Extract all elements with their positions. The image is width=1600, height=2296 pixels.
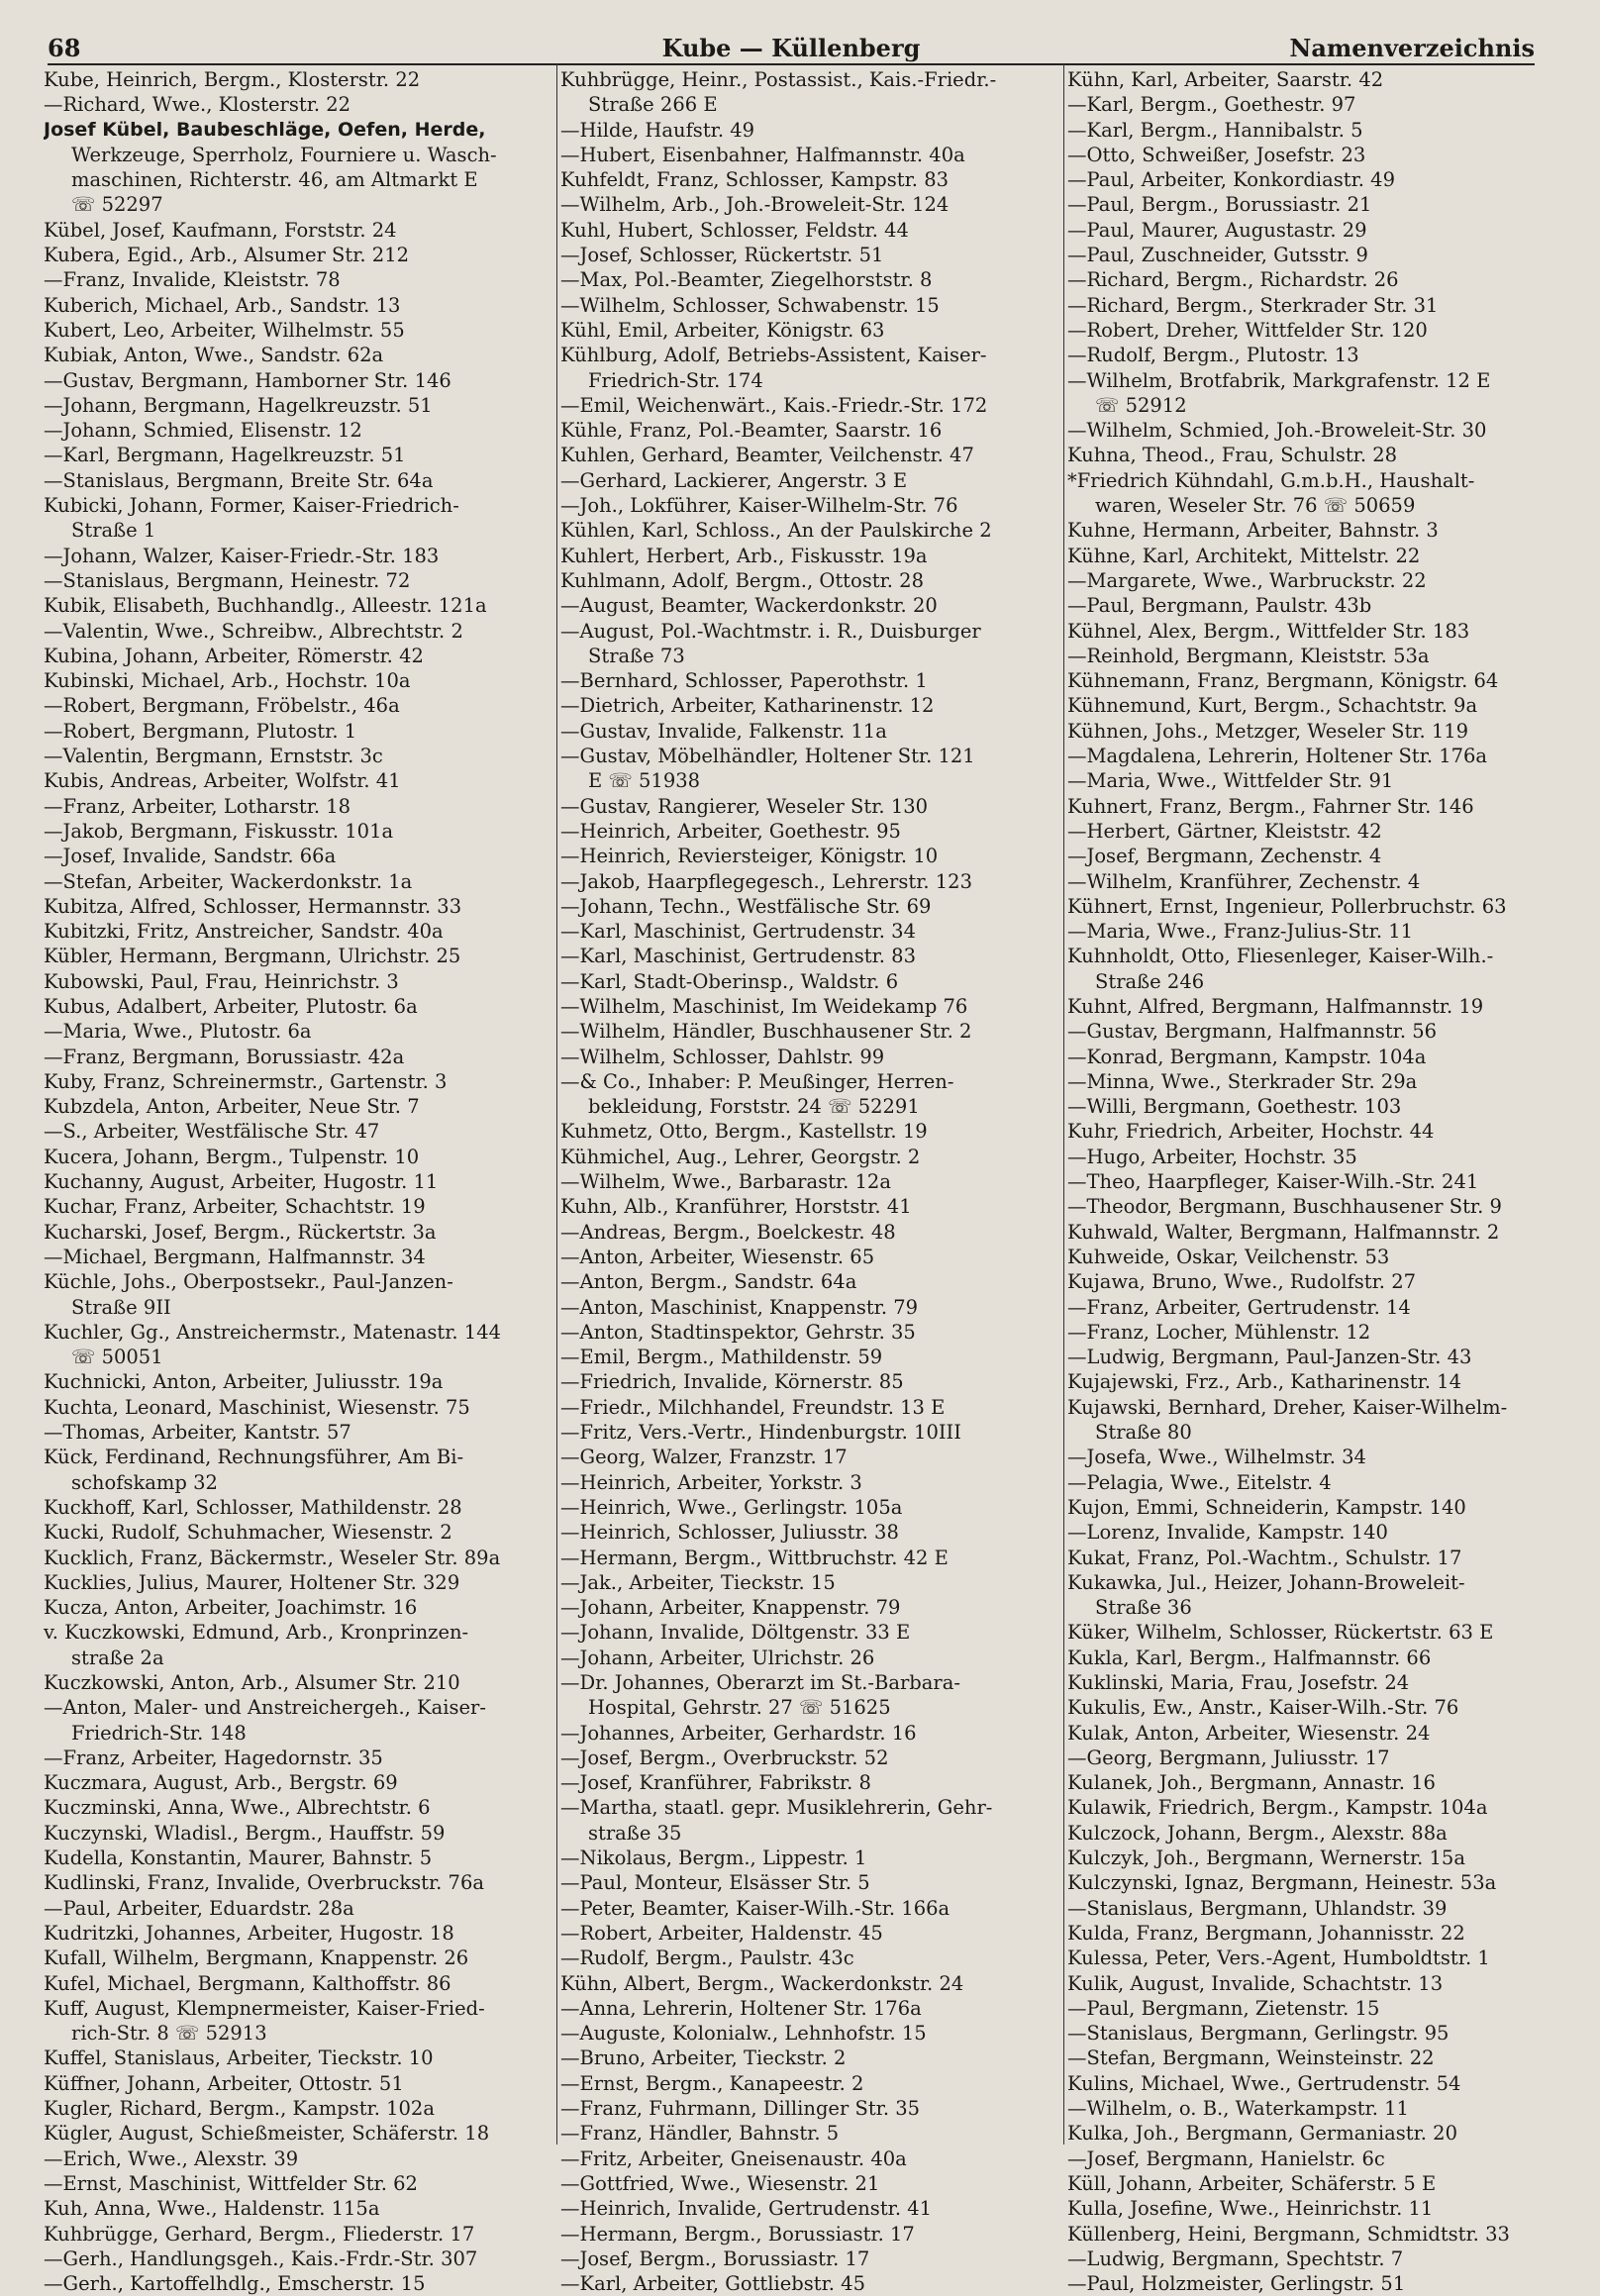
directory-entry: —Maria, Wwe., Wittfelder Str. 91 [1067, 769, 1394, 793]
directory-entry: Kühnemann, Franz, Bergmann, Königstr. 64 [1067, 669, 1499, 693]
directory-entry: —Wilhelm, Schlosser, Dahlstr. 99 [560, 1045, 885, 1068]
directory-entry: —Auguste, Kolonialw., Lehnhofstr. 15 [560, 2022, 927, 2046]
directory-entry: —Robert, Bergmann, Plutostr. 1 [44, 719, 357, 743]
directory-entry: Kuhweide, Oskar, Veilchenstr. 53 [1067, 1245, 1390, 1268]
entry-continuation: Hospital, Gehrstr. 27 ☏ 51625 [588, 1696, 891, 1720]
entry-continuation: ☏ 50051 [71, 1346, 163, 1369]
directory-entry: Kühnen, Johs., Metzger, Weseler Str. 119 [1067, 719, 1469, 743]
directory-entry: —Josef, Invalide, Sandstr. 66a [44, 845, 337, 868]
directory-entry: —Johann, Walzer, Kaiser-Friedr.-Str. 183 [44, 544, 440, 567]
directory-entry: Kufel, Michael, Bergmann, Kalthoffstr. 86 [44, 1971, 451, 1995]
directory-entry: Kukla, Karl, Bergm., Halfmannstr. 66 [1067, 1646, 1432, 1669]
directory-entry: Kuff, August, Klempnermeister, Kaiser-Fried- [44, 1996, 485, 2020]
directory-entry: Kühn, Karl, Arbeiter, Saarstr. 42 [1067, 68, 1384, 91]
entry-continuation: Straße 246 [1095, 969, 1205, 993]
directory-entry: Kuhna, Theod., Frau, Schulstr. 28 [1067, 444, 1398, 467]
directory-entry: *Friedrich Kühndahl, G.m.b.H., Haushalt- [1067, 468, 1475, 492]
directory-entry: —Anton, Stadtinspektor, Gehrstr. 35 [560, 1320, 916, 1344]
directory-entry: —Josef, Bergm., Borussiastr. 17 [560, 2246, 870, 2270]
directory-entry: —Maria, Wwe., Plutostr. 6a [44, 1020, 312, 1044]
directory-entry: —Karl, Maschinist, Gertrudenstr. 83 [560, 945, 916, 968]
directory-entry: Kuhlert, Herbert, Arb., Fiskusstr. 19a [560, 544, 928, 567]
directory-entry: —Max, Pol.-Beamter, Ziegelhorststr. 8 [560, 268, 933, 292]
directory-entry: —Valentin, Bergmann, Ernststr. 3c [44, 745, 383, 768]
directory-entry: —Johann, Bergmann, Hagelkreuzstr. 51 [44, 393, 433, 417]
directory-entry: Kulanek, Joh., Bergmann, Annastr. 16 [1067, 1771, 1436, 1795]
directory-entry: Kuhne, Hermann, Arbeiter, Bahnstr. 3 [1067, 519, 1439, 543]
directory-entry: —Johann, Arbeiter, Knappenstr. 79 [560, 1596, 901, 1620]
directory-entry: —Theodor, Bergmann, Buschhausener Str. 9 [1067, 1195, 1502, 1219]
directory-entry: —Josefa, Wwe., Wilhelmstr. 34 [1067, 1446, 1366, 1469]
directory-entry: Kuczynski, Wladisl., Bergm., Hauffstr. 59 [44, 1821, 446, 1845]
directory-entry: Kuchta, Leonard, Maschinist, Wiesenstr. 75 [44, 1395, 470, 1419]
directory-entry: —Paul, Holzmeister, Gerlingstr. 51 [1067, 2272, 1406, 2296]
directory-entry: —Johann, Invalide, Döltgenstr. 33 E [560, 1621, 911, 1645]
directory-entry: —Heinrich, Reviersteiger, Königstr. 10 [560, 845, 939, 868]
directory-entry: —Franz, Arbeiter, Lotharstr. 18 [44, 794, 351, 818]
directory-entry: —Wilhelm, Kranführer, Zechenstr. 4 [1067, 869, 1421, 893]
directory-entry: —Richard, Bergm., Sterkrader Str. 31 [1067, 293, 1439, 317]
directory-entry: Kulins, Michael, Wwe., Gertrudenstr. 54 [1067, 2071, 1461, 2095]
directory-entry: Kühnemund, Kurt, Bergm., Schachtstr. 9a [1067, 694, 1478, 718]
directory-entry: v. Kuczkowski, Edmund, Arb., Kronprinzen- [44, 1621, 469, 1645]
directory-entry: —Jakob, Haarpflegegesch., Lehrerstr. 123 [560, 869, 972, 893]
directory-entry: —Margarete, Wwe., Warbruckstr. 22 [1067, 568, 1427, 592]
directory-entry: —Ernst, Maschinist, Wittfelder Str. 62 [44, 2171, 418, 2195]
directory-entry: Kuhnholdt, Otto, Fliesenleger, Kaiser-Wilh.- [1067, 945, 1494, 968]
directory-entry: —Anton, Maler- und Anstreichergeh., Kaiser- [44, 1696, 486, 1720]
directory-entry: —Anton, Bergm., Sandstr. 64a [560, 1270, 857, 1294]
directory-entry: —Nikolaus, Bergm., Lippestr. 1 [560, 1847, 867, 1870]
directory-entry: Kuhwald, Walter, Bergmann, Halfmannstr. 2 [1067, 1220, 1500, 1244]
directory-entry: —Rudolf, Bergm., Paulstr. 43c [560, 1947, 854, 1970]
directory-entry: —Wilhelm, Maschinist, Im Weidekamp 76 [560, 994, 968, 1018]
directory-entry: —Anton, Arbeiter, Wiesenstr. 65 [560, 1245, 875, 1268]
entry-continuation: ☏ 52297 [71, 193, 163, 217]
directory-entry: Kulik, August, Invalide, Schachtstr. 13 [1067, 1971, 1444, 1995]
directory-entry: —Konrad, Bergmann, Kampstr. 104a [1067, 1045, 1427, 1068]
directory-entry: —Paul, Arbeiter, Konkordiastr. 49 [1067, 168, 1395, 192]
section-title: Namenverzeichnis [1289, 34, 1535, 62]
directory-entry: Kulczock, Johann, Bergm., Alexstr. 88a [1067, 1821, 1448, 1845]
entry-continuation: straße 35 [588, 1821, 682, 1845]
directory-entry: Kuklinski, Maria, Frau, Josefstr. 24 [1067, 1671, 1410, 1694]
directory-entry: Kuchnicki, Anton, Arbeiter, Juliusstr. 19a [44, 1370, 444, 1394]
entry-continuation: Friedrich-Str. 148 [71, 1721, 247, 1745]
directory-entry: —Minna, Wwe., Sterkrader Str. 29a [1067, 1069, 1418, 1093]
directory-entry: —Paul, Bergm., Borussiastr. 21 [1067, 193, 1372, 217]
directory-entry: Kukawka, Jul., Heizer, Johann-Broweleit- [1067, 1570, 1465, 1594]
directory-entry: —Thomas, Arbeiter, Kantstr. 57 [44, 1421, 351, 1445]
directory-entry: —Franz, Arbeiter, Gertrudenstr. 14 [1067, 1295, 1411, 1319]
directory-entry: Kubina, Johann, Arbeiter, Römerstr. 42 [44, 644, 424, 667]
directory-entry: —Heinrich, Arbeiter, Goethestr. 95 [560, 819, 901, 843]
directory-entry: —Michael, Bergmann, Halfmannstr. 34 [44, 1245, 426, 1268]
directory-entry: Kuczminski, Anna, Wwe., Albrechtstr. 6 [44, 1796, 431, 1820]
directory-entry: Kubis, Andreas, Arbeiter, Wolfstr. 41 [44, 769, 401, 793]
directory-entry: —Gerh., Kartoffelhdlg., Emscherstr. 15 [44, 2272, 426, 2296]
directory-entry: Kühle, Franz, Pol.-Beamter, Saarstr. 16 [560, 419, 943, 443]
entry-continuation: Straße 36 [1095, 1596, 1192, 1620]
directory-entry: —Josef, Schlosser, Rückertstr. 51 [560, 244, 884, 267]
directory-entry: —Franz, Arbeiter, Hagedornstr. 35 [44, 1746, 383, 1769]
directory-entry: Kuchanny, August, Arbeiter, Hugostr. 11 [44, 1170, 439, 1194]
directory-entry: —Josef, Bergmann, Hanielstr. 6c [1067, 2146, 1385, 2170]
directory-entry: —Herbert, Gärtner, Kleiststr. 42 [1067, 819, 1382, 843]
directory-entry: —Friedrich, Invalide, Körnerstr. 85 [560, 1370, 904, 1394]
directory-entry: —Heinrich, Invalide, Gertrudenstr. 41 [560, 2197, 933, 2221]
directory-entry: —Lorenz, Invalide, Kampstr. 140 [1067, 1521, 1388, 1545]
entry-continuation: waren, Weseler Str. 76 ☏ 50659 [1095, 494, 1416, 518]
directory-entry: Kugler, Richard, Bergm., Kampstr. 102a [44, 2097, 435, 2121]
directory-entry: —Martha, staatl. gepr. Musiklehrerin, Gehr- [560, 1796, 993, 1820]
directory-entry: Kulawik, Friedrich, Bergm., Kampstr. 104a [1067, 1796, 1488, 1820]
directory-entry: Kufall, Wilhelm, Bergmann, Knappenstr. 26 [44, 1947, 469, 1970]
page-number: 68 [48, 34, 81, 62]
directory-entry: Kubiak, Anton, Wwe., Sandstr. 62a [44, 344, 384, 367]
directory-entry: —Paul, Monteur, Elsässer Str. 5 [560, 1871, 870, 1895]
directory-entry: —Jakob, Bergmann, Fiskusstr. 101a [44, 819, 394, 843]
directory-entry: —Emil, Bergm., Mathildenstr. 59 [560, 1346, 883, 1369]
directory-entry: —Anton, Maschinist, Knappenstr. 79 [560, 1295, 919, 1319]
directory-entry: Kuhr, Friedrich, Arbeiter, Hochstr. 44 [1067, 1120, 1435, 1144]
directory-entry: —Gustav, Möbelhändler, Holtener Str. 121 [560, 745, 975, 768]
directory-entry: Kubik, Elisabeth, Buchhandlg., Alleestr. 121a [44, 594, 487, 618]
directory-entry: Kubera, Egid., Arb., Alsumer Str. 212 [44, 244, 410, 267]
directory-entry: —Stefan, Bergmann, Weinsteinstr. 22 [1067, 2046, 1435, 2070]
directory-entry: Kuhbrügge, Gerhard, Bergm., Fliederstr. 17 [44, 2222, 475, 2246]
directory-entry: —Peter, Beamter, Kaiser-Wilh.-Str. 166a [560, 1896, 950, 1920]
entry-continuation: straße 2a [71, 1646, 164, 1669]
directory-entry: Kukulis, Ew., Anstr., Kaiser-Wilh.-Str. 76 [1067, 1696, 1459, 1720]
directory-entry: Küllenberg, Heini, Bergmann, Schmidtstr. 33 [1067, 2222, 1510, 2246]
directory-entry: Kucera, Johann, Bergm., Tulpenstr. 10 [44, 1145, 420, 1168]
directory-entry: —Otto, Schweißer, Josefstr. 23 [1067, 143, 1366, 166]
directory-entry: —August, Beamter, Wackerdonkstr. 20 [560, 594, 938, 618]
directory-entry: Kulczynski, Ignaz, Bergmann, Heinestr. 53a [1067, 1871, 1497, 1895]
directory-entry: —Wilhelm, Brotfabrik, Markgrafenstr. 12 E [1067, 368, 1491, 392]
directory-entry: Kübler, Hermann, Bergmann, Ulrichstr. 25 [44, 945, 461, 968]
directory-entry: —Stefan, Arbeiter, Wackerdonkstr. 1a [44, 869, 413, 893]
entry-continuation: Straße 1 [71, 519, 156, 543]
directory-entry: Kuchar, Franz, Arbeiter, Schachtstr. 19 [44, 1195, 426, 1219]
column-2 [560, 67, 1073, 2296]
directory-entry: —Andreas, Bergm., Boelckestr. 48 [560, 1220, 896, 1244]
directory-entry: Kuchler, Gg., Anstreichermstr., Matenastr. 144 [44, 1320, 502, 1344]
directory-entry: —Emil, Weichenwärt., Kais.-Friedr.-Str. 172 [560, 393, 988, 417]
header-rule [48, 63, 1535, 65]
directory-entry: Küchle, Johs., Oberpostsekr., Paul-Janzen- [44, 1270, 453, 1294]
directory-entry: Kuhnert, Franz, Bergm., Fahrner Str. 146 [1067, 794, 1474, 818]
directory-entry: Küll, Johann, Arbeiter, Schäferstr. 5 E [1067, 2171, 1437, 2195]
directory-entry: —Karl, Stadt-Oberinsp., Waldstr. 6 [560, 969, 899, 993]
directory-entry: —Reinhold, Bergmann, Kleiststr. 53a [1067, 644, 1430, 667]
directory-entry: —& Co., Inhaber: P. Meußinger, Herren- [560, 1069, 954, 1093]
directory-entry: —Hubert, Eisenbahner, Halfmannstr. 40a [560, 143, 965, 166]
directory-entry: Kukat, Franz, Pol.-Wachtm., Schulstr. 17 [1067, 1546, 1462, 1569]
directory-entry: Kubinski, Michael, Arb., Hochstr. 10a [44, 669, 411, 693]
directory-entry: —Valentin, Wwe., Schreibw., Albrechtstr. 2 [44, 619, 463, 643]
directory-entry: —Robert, Bergmann, Fröbelstr., 46a [44, 694, 400, 718]
directory-entry: Kubzdela, Anton, Arbeiter, Neue Str. 7 [44, 1095, 420, 1119]
directory-entry: Kühne, Karl, Architekt, Mittelstr. 22 [1067, 544, 1421, 567]
directory-entry: —Paul, Arbeiter, Eduardstr. 28a [44, 1896, 354, 1920]
directory-entry: —Ludwig, Bergmann, Spechtstr. 7 [1067, 2246, 1404, 2270]
directory-entry: —Hilde, Haufstr. 49 [560, 118, 755, 142]
directory-entry: Kudlinski, Franz, Invalide, Overbruckstr. 76a [44, 1871, 484, 1895]
directory-entry: —Richard, Bergm., Richardstr. 26 [1067, 268, 1399, 292]
directory-entry: —Franz, Fuhrmann, Dillinger Str. 35 [560, 2097, 921, 2121]
entry-continuation: maschinen, Richterstr. 46, am Altmarkt E [71, 168, 478, 192]
directory-entry: —Dr. Johannes, Oberarzt im St.-Barbara- [560, 1671, 960, 1694]
entry-continuation: Straße 80 [1095, 1421, 1192, 1445]
directory-entry: —Hugo, Arbeiter, Hochstr. 35 [1067, 1145, 1357, 1168]
directory-entry: —Wilhelm, Händler, Buschhausener Str. 2 [560, 1020, 972, 1044]
directory-entry: —Maria, Wwe., Franz-Julius-Str. 11 [1067, 920, 1414, 944]
directory-entry: Kubowski, Paul, Frau, Heinrichstr. 3 [44, 969, 399, 993]
directory-entry: Kubert, Leo, Arbeiter, Wilhelmstr. 55 [44, 318, 405, 342]
directory-entry: Kuhn, Alb., Kranführer, Horststr. 41 [560, 1195, 912, 1219]
directory-entry: —Georg, Bergmann, Juliusstr. 17 [1067, 1746, 1390, 1769]
directory-entry: —Josef, Bergmann, Zechenstr. 4 [1067, 845, 1382, 868]
entry-continuation: E ☏ 51938 [588, 769, 701, 793]
directory-entry: —Wilhelm, o. B., Waterkampstr. 11 [1067, 2097, 1409, 2121]
directory-entry: Kucklich, Franz, Bäckermstr., Weseler Str. 89a [44, 1546, 501, 1569]
column-3 [1067, 67, 1580, 2296]
directory-entry: —Johann, Arbeiter, Ulrichstr. 26 [560, 1646, 875, 1669]
entry-continuation: Straße 73 [588, 644, 685, 667]
directory-entry: Kulka, Joh., Bergmann, Germaniastr. 20 [1067, 2122, 1457, 2146]
directory-entry: —Heinrich, Arbeiter, Yorkstr. 3 [560, 1470, 862, 1494]
directory-entry: Kudella, Konstantin, Maurer, Bahnstr. 5 [44, 1847, 433, 1870]
directory-entry: Kujajewski, Frz., Arb., Katharinenstr. 14 [1067, 1370, 1461, 1394]
directory-entry: —Karl, Bergmann, Hagelkreuzstr. 51 [44, 444, 406, 467]
directory-entry: —Johann, Schmied, Elisenstr. 12 [44, 419, 362, 443]
directory-entry: —Karl, Bergm., Hannibalstr. 5 [1067, 118, 1363, 142]
directory-entry: —Paul, Bergmann, Zietenstr. 15 [1067, 1996, 1380, 2020]
directory-entry: —Dietrich, Arbeiter, Katharinenstr. 12 [560, 694, 935, 718]
directory-entry: —Stanislaus, Bergmann, Heinestr. 72 [44, 568, 411, 592]
directory-entry: —Stanislaus, Bergmann, Uhlandstr. 39 [1067, 1896, 1448, 1920]
directory-entry: —Georg, Walzer, Franzstr. 17 [560, 1446, 848, 1469]
directory-entry: Kuberich, Michael, Arb., Sandstr. 13 [44, 293, 401, 317]
directory-entry: Kuhmetz, Otto, Bergm., Kastellstr. 19 [560, 1120, 928, 1144]
directory-entry: Kucharski, Josef, Bergm., Rückertstr. 3a [44, 1220, 437, 1244]
directory-entry: Kujawski, Bernhard, Dreher, Kaiser-Wilhelm- [1067, 1395, 1508, 1419]
directory-entry: —Friedr., Milchhandel, Freundstr. 13 E [560, 1395, 946, 1419]
directory-entry: —Gustav, Rangierer, Weseler Str. 130 [560, 794, 929, 818]
directory-entry: Kulak, Anton, Arbeiter, Wiesenstr. 24 [1067, 1721, 1431, 1745]
directory-entry: —Josef, Kranführer, Fabrikstr. 8 [560, 1771, 871, 1795]
directory-entry: Küker, Wilhelm, Schlosser, Rückertstr. 63 E [1067, 1621, 1494, 1645]
directory-entry: Kübel, Josef, Kaufmann, Forststr. 24 [44, 218, 397, 242]
directory-entry: —Willi, Bergmann, Goethestr. 103 [1067, 1095, 1402, 1119]
directory-entry: —Heinrich, Schlosser, Juliusstr. 38 [560, 1521, 899, 1545]
column-1 [44, 67, 556, 2296]
directory-entry: Kühlen, Karl, Schloss., An der Paulskirche 2 [560, 519, 992, 543]
directory-entry: —Karl, Bergm., Goethestr. 97 [1067, 93, 1356, 117]
directory-entry: Kuckhoff, Karl, Schlosser, Mathildenstr. 28 [44, 1495, 462, 1519]
directory-entry: —Gerhard, Lackierer, Angerstr. 3 E [560, 468, 908, 492]
directory-entry: Kubitzki, Fritz, Anstreicher, Sandstr. 40a [44, 920, 444, 944]
directory-entry: —Gerh., Handlungsgeh., Kais.-Frdr.-Str. 307 [44, 2246, 478, 2270]
directory-entry: —Paul, Zuschneider, Gutsstr. 9 [1067, 244, 1368, 267]
directory-entry: Kühnel, Alex, Bergm., Wittfelder Str. 183 [1067, 619, 1470, 643]
directory-entry: —Robert, Dreher, Wittfelder Str. 120 [1067, 318, 1428, 342]
directory-entry: Kuhl, Hubert, Schlosser, Feldstr. 44 [560, 218, 909, 242]
directory-entry: —Bernhard, Schlosser, Paperothstr. 1 [560, 669, 928, 693]
directory-entry: —Ernst, Bergm., Kanapeestr. 2 [560, 2071, 864, 2095]
directory-entry: Kuczmara, August, Arb., Bergstr. 69 [44, 1771, 398, 1795]
directory-entry: Kühn, Albert, Bergm., Wackerdonkstr. 24 [560, 1971, 964, 1995]
directory-entry: —Wilhelm, Schlosser, Schwabenstr. 15 [560, 293, 940, 317]
directory-entry: Kubicki, Johann, Former, Kaiser-Friedrich- [44, 494, 459, 518]
directory-entry: —S., Arbeiter, Westfälische Str. 47 [44, 1120, 380, 1144]
directory-entry: —Hermann, Bergm., Wittbruchstr. 42 E [560, 1546, 949, 1569]
directory-entry: —Gustav, Invalide, Falkenstr. 11a [560, 719, 887, 743]
directory-entry: Küffner, Johann, Arbeiter, Ottostr. 51 [44, 2071, 404, 2095]
directory-entry: —Gustav, Bergmann, Halfmannstr. 56 [1067, 1020, 1438, 1044]
directory-entry: Kucza, Anton, Arbeiter, Joachimstr. 16 [44, 1596, 418, 1620]
directory-entry: —Stanislaus, Bergmann, Gerlingstr. 95 [1067, 2022, 1450, 2046]
directory-entry: Kujawa, Bruno, Wwe., Rudolfstr. 27 [1067, 1270, 1417, 1294]
directory-entry: —Franz, Händler, Bahnstr. 5 [560, 2122, 840, 2146]
directory-entry: —Franz, Locher, Mühlenstr. 12 [1067, 1320, 1371, 1344]
directory-entry: —Gustav, Bergmann, Hamborner Str. 146 [44, 368, 451, 392]
directory-entry: —Wilhelm, Schmied, Joh.-Broweleit-Str. 30 [1067, 419, 1487, 443]
directory-entry: Kuhbrügge, Heinr., Postassist., Kais.-Friedr.- [560, 68, 997, 91]
page-title: Kube — Küllenberg [661, 34, 921, 62]
directory-entry: —August, Pol.-Wachtmstr. i. R., Duisburger [560, 619, 981, 643]
directory-entry: —Richard, Wwe., Klosterstr. 22 [44, 93, 351, 117]
directory-entry: —Joh., Lokführer, Kaiser-Wilhelm-Str. 76 [560, 494, 958, 518]
column-divider [556, 63, 557, 2145]
directory-entry: —Stanislaus, Bergmann, Breite Str. 64a [44, 468, 434, 492]
directory-entry: —Karl, Arbeiter, Gottliebstr. 45 [560, 2272, 865, 2296]
directory-entry: Kubus, Adalbert, Arbeiter, Plutostr. 6a [44, 994, 418, 1018]
directory-entry: Kudritzki, Johannes, Arbeiter, Hugostr. 18 [44, 1921, 454, 1945]
directory-entry: —Theo, Haarpfleger, Kaiser-Wilh.-Str. 241 [1067, 1170, 1479, 1194]
directory-entry: —Franz, Bergmann, Borussiastr. 42a [44, 1045, 405, 1068]
directory-entry: —Johannes, Arbeiter, Gerhardstr. 16 [560, 1721, 917, 1745]
directory-entry: Kuczkowski, Anton, Arb., Alsumer Str. 210 [44, 1671, 460, 1694]
directory-entry: —Paul, Bergmann, Paulstr. 43b [1067, 594, 1372, 618]
directory-entry: Kuby, Franz, Schreinermstr., Gartenstr. 3 [44, 1069, 448, 1093]
directory-entry: Kubitza, Alfred, Schlosser, Hermannstr. 33 [44, 894, 462, 918]
directory-entry: Kühnert, Ernst, Ingenieur, Pollerbruchstr. 63 [1067, 894, 1507, 918]
directory-entry: Kühlburg, Adolf, Betriebs-Assistent, Kaiser- [560, 344, 987, 367]
directory-entry: —Johann, Techn., Westfälische Str. 69 [560, 894, 932, 918]
directory-entry: —Wilhelm, Wwe., Barbarastr. 12a [560, 1170, 891, 1194]
directory-entry: —Pelagia, Wwe., Eitelstr. 4 [1067, 1470, 1332, 1494]
directory-entry: —Anna, Lehrerin, Holtener Str. 176a [560, 1996, 922, 2020]
entry-continuation: Straße 266 E [588, 93, 718, 117]
directory-entry: Kulda, Franz, Bergmann, Johannisstr. 22 [1067, 1921, 1465, 1945]
directory-entry: —Josef, Bergm., Overbruckstr. 52 [560, 1746, 889, 1769]
directory-entry: Kucklies, Julius, Maurer, Holtener Str. 329 [44, 1570, 460, 1594]
directory-entry: —Jak., Arbeiter, Tieckstr. 15 [560, 1570, 836, 1594]
directory-entry: —Hermann, Bergm., Borussiastr. 17 [560, 2222, 915, 2246]
directory-entry: Kuh, Anna, Wwe., Haldenstr. 115a [44, 2197, 380, 2221]
entry-continuation: schofskamp 32 [71, 1470, 218, 1494]
directory-entry: —Franz, Invalide, Kleiststr. 78 [44, 268, 341, 292]
directory-entry: —Bruno, Arbeiter, Tieckstr. 2 [560, 2046, 847, 2070]
directory-entry: Kühmichel, Aug., Lehrer, Georgstr. 2 [560, 1145, 921, 1168]
directory-entry: —Heinrich, Wwe., Gerlingstr. 105a [560, 1495, 903, 1519]
directory-entry: Kulessa, Peter, Vers.-Agent, Humboldtstr. 1 [1067, 1947, 1490, 1970]
directory-entry: Kuhnt, Alfred, Bergmann, Halfmannstr. 19 [1067, 994, 1484, 1018]
directory-entry: —Wilhelm, Arb., Joh.-Broweleit-Str. 124 [560, 193, 950, 217]
directory-entry: Kügler, August, Schießmeister, Schäferstr. 18 [44, 2122, 490, 2146]
directory-entry: —Gottfried, Wwe., Wiesenstr. 21 [560, 2171, 880, 2195]
entry-continuation: ☏ 52912 [1095, 393, 1187, 417]
directory-entry: Kucki, Rudolf, Schuhmacher, Wiesenstr. 2 [44, 1521, 452, 1545]
directory-entry: Kuhfeldt, Franz, Schlosser, Kampstr. 83 [560, 168, 950, 192]
directory-entry: —Ludwig, Bergmann, Paul-Janzen-Str. 43 [1067, 1346, 1472, 1369]
entry-continuation: Werkzeuge, Sperrholz, Fourniere u. Wasch- [71, 143, 497, 166]
directory-entry: Kuhlmann, Adolf, Bergm., Ottostr. 28 [560, 568, 924, 592]
directory-entry: Kück, Ferdinand, Rechnungsführer, Am Bi- [44, 1446, 464, 1469]
directory-entry: —Karl, Maschinist, Gertrudenstr. 34 [560, 920, 916, 944]
directory-entry: —Robert, Arbeiter, Haldenstr. 45 [560, 1921, 883, 1945]
directory-entry: Kube, Heinrich, Bergm., Klosterstr. 22 [44, 68, 421, 91]
directory-entry: —Paul, Maurer, Augustastr. 29 [1067, 218, 1367, 242]
directory-entry: —Fritz, Vers.-Vertr., Hindenburgstr. 10III [560, 1421, 961, 1445]
directory-entry: Kuffel, Stanislaus, Arbeiter, Tieckstr. 10 [44, 2046, 434, 2070]
directory-entry: Kujon, Emmi, Schneiderin, Kampstr. 140 [1067, 1495, 1466, 1519]
entry-continuation: Straße 9II [71, 1295, 171, 1319]
entry-continuation: bekleidung, Forststr. 24 ☏ 52291 [588, 1095, 920, 1119]
directory-entry: —Rudolf, Bergm., Plutostr. 13 [1067, 344, 1359, 367]
directory-entry: Kühl, Emil, Arbeiter, Königstr. 63 [560, 318, 885, 342]
entry-continuation: rich-Str. 8 ☏ 52913 [71, 2022, 267, 2046]
directory-entry: Kulla, Josefine, Wwe., Heinrichstr. 11 [1067, 2197, 1434, 2221]
directory-entry: —Erich, Wwe., Alexstr. 39 [44, 2146, 299, 2170]
directory-entry: Kulczyk, Joh., Bergmann, Wernerstr. 15a [1067, 1847, 1465, 1870]
page-header [48, 30, 1535, 65]
directory-entry: —Fritz, Arbeiter, Gneisenaustr. 40a [560, 2146, 907, 2170]
entry-continuation: Friedrich-Str. 174 [588, 368, 763, 392]
directory-entry: Kuhlen, Gerhard, Beamter, Veilchenstr. 47 [560, 444, 974, 467]
directory-entry: Josef Kübel, Baubeschläge, Oefen, Herde, [44, 118, 486, 141]
directory-entry: —Magdalena, Lehrerin, Holtener Str. 176a [1067, 745, 1488, 768]
